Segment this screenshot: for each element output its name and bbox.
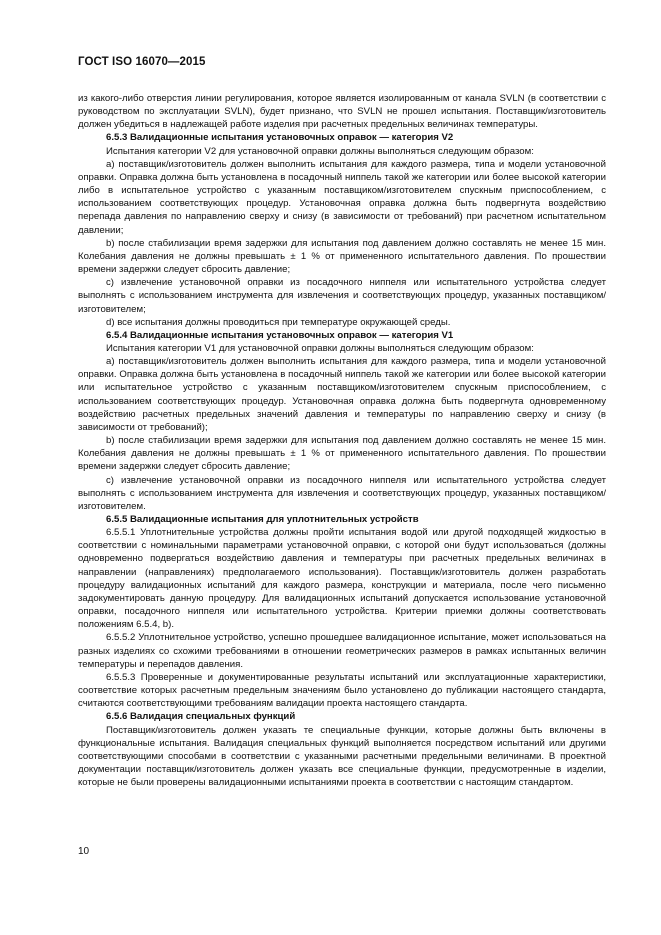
paragraph: Поставщик/изготовитель должен указать те специальные функции, которые должны быть включены в функциональные испытания. Валидация специальных функций выполняется посредством испытаний или другими соответствующими способами в соответствии с указанными расчетными предельными величинами. В проектной документации поставщик/изготовитель должен указать все специальные функции, предусмотренные в изделии, которые не были проверены валидационными испытаниями проекта в соответствии с настоящим стандартом. bbox=[78, 724, 606, 789]
paragraph: Испытания категории V1 для установочной оправки должны выполняться следующим образом: bbox=[106, 342, 534, 354]
clause-6-5-5-2: 6.5.5.2 Уплотнительное устройство, успешно прошедшее валидационное испытание, может использоваться на разных изделиях со схожими требованиями в отношении геометрических размеров в рамках испытанных величин температуры и перепадов давления. bbox=[78, 632, 606, 670]
clause-6-5-5-3: 6.5.5.3 Проверенные и документированные результаты испытаний или эксплуатационные характеристики, соответствие которых расчетным предельным значениям было установлено до публикации настоящего стандарта, считаются соответствующими требованиям валидации проекта настоящего стандарта. bbox=[78, 671, 606, 710]
list-item-a: а) поставщик/изготовитель должен выполнить испытания для каждого размера, типа и модели установочной оправки. Оправка должна быть установлена в посадочный ниппель такой же категории или более высокой категории либо в испытательное устройство с указанным поставщиком/изготовителем спускным приспособлением, с использованием соответствующих процедур. Установочная оправка должна быть подвергнута воздействию перепада давления по направлению сверху и снизу (в зависимости от требований) при расчетном испытательном давлении; bbox=[78, 158, 606, 236]
paragraph: из какого-либо отверстия линии регулирования, которое является изолированным от канала SVLN (в соответствии с руководством по эксплуатации SVLN), будет признано, что SVLN не прошел испытания. Поставщик/изготовитель должен убедиться в надлежащей работе изделия при расчетных предельных величинах температуры. bbox=[78, 93, 606, 131]
section-heading-6-5-3: 6.5.3 Валидационные испытания установочных оправок — категория V2 bbox=[106, 132, 454, 144]
document-header: ГОСТ ISO 16070—2015 bbox=[78, 56, 206, 68]
list-item-b: b) после стабилизации время задержки для испытания под давлением должно составлять не менее 15 мин. Колебания давления не должны превышать ± 1 % от примененного испытательного давления. По прошествии времени задержки следует сбросить давление; bbox=[78, 237, 606, 276]
list-item-c: с) извлечение установочной оправки из посадочного ниппеля или испытательного устройства следует выполнять с использованием инструмента для извлечения и соответствующих процедур, указанных поставщиком/изготовителем; bbox=[78, 277, 606, 315]
list-item-a: а) поставщик/изготовитель должен выполнить испытания для каждого размера, типа и модели установочной оправки. Оправка должна быть установлена в посадочный ниппель такой же категории или более высокой категории или испытательное устройство с указанным поставщиком/изготовителем спускным приспособлением, с использованием соответствующих процедур. Установочная оправка должна быть подвергнута одновременному воздействию расчетных предельных значений давления и температуры по направлению сверху и снизу (в зависимости от требований); bbox=[78, 356, 606, 433]
paragraph: Испытания категории V2 для установочной оправки должны выполняться следующим образом: bbox=[106, 145, 534, 157]
page-number: 10 bbox=[78, 846, 90, 857]
clause-6-5-5-1: 6.5.5.1 Уплотнительные устройства должны пройти испытания водой или другой подходящей жидкостью в соответствии с номинальными параметрами установочной оправки, с которой они будут использоваться (должны одновременно подвергаться воздействию давления и температуры при расчетных предельных величинах в направлении (направлениях) предполагаемого использования). Поставщик/изготовитель должен разработать процедуру валидационных испытаний для каждого размера, конструкции и материала, после чего письменно задокументировать данную процедуру. Для валидационных испытаний допускается использование установочной оправки, посадочного ниппеля или испытательного устройства. Критерии приемки должны соответствовать положениям 6.5.4, b). bbox=[78, 527, 606, 631]
list-item-d: d) все испытания должны проводиться при температуре окружающей среды. bbox=[106, 316, 451, 328]
section-heading-6-5-6: 6.5.6 Валидация специальных функций bbox=[106, 711, 296, 723]
list-item-c: с) извлечение установочной оправки из посадочного ниппеля или испытательного устройства следует выполнять с использованием инструмента для извлечения и соответствующих процедур, указанных поставщиком/изготовителем. bbox=[78, 474, 606, 512]
list-item-b: b) после стабилизации время задержки для испытания под давлением должно составлять не менее 15 мин. Колебания давления не должны превышать ± 1 % от примененного испытательного давления. По прошествии времени задержки следует сбросить давление; bbox=[78, 435, 606, 473]
document-body bbox=[78, 92, 606, 789]
section-heading-6-5-5: 6.5.5 Валидационные испытания для уплотнительных устройств bbox=[106, 514, 419, 525]
section-heading-6-5-4: 6.5.4 Валидационные испытания установочных оправок — категория V1 bbox=[106, 329, 454, 341]
